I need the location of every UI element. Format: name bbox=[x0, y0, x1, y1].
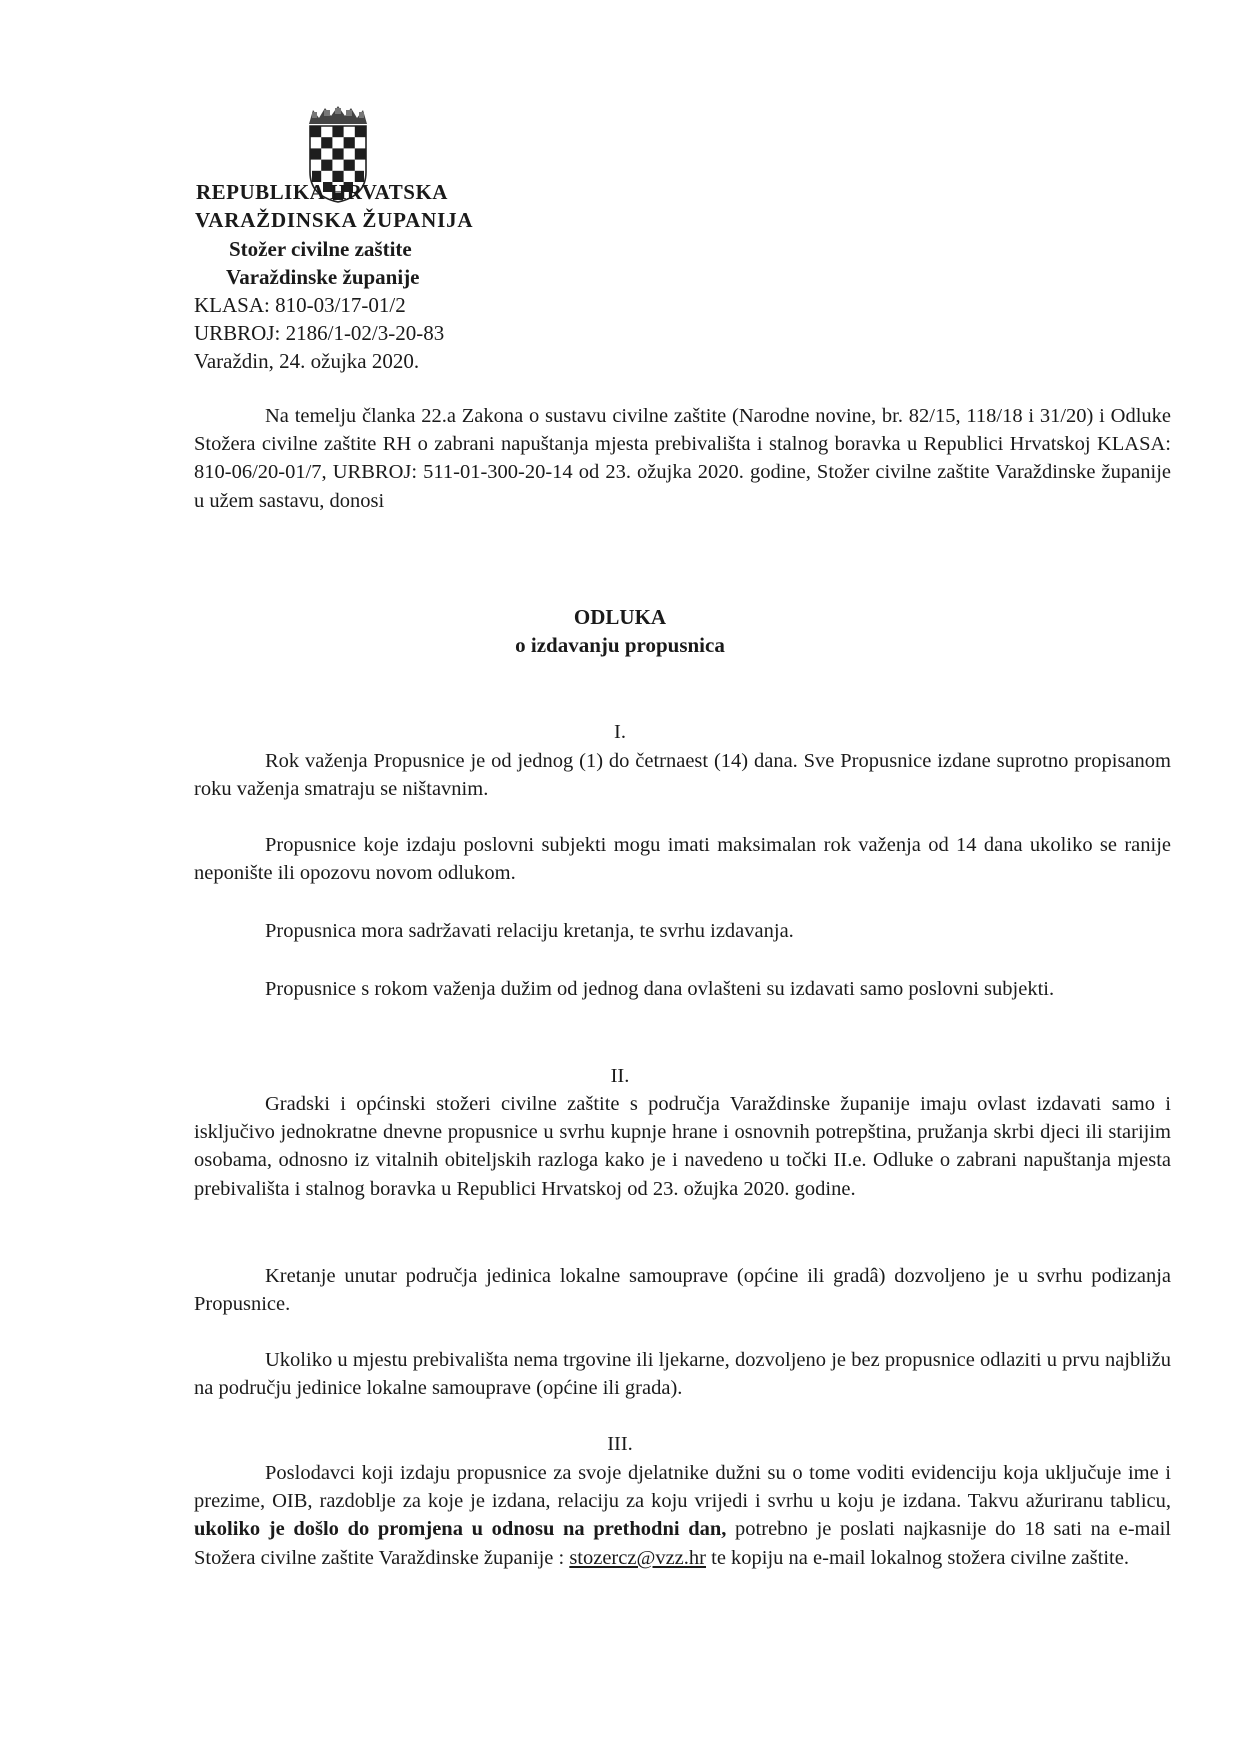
country-name: REPUBLIKA HRVATSKA bbox=[196, 180, 448, 204]
section3-text-c: te kopiju na e-mail lokalnog stožera civilne zaštite. bbox=[706, 1546, 1129, 1569]
section3-text-a: Poslodavci koji izdaju propusnice za svoje djelatnike dužni su o tome voditi evidenciju koja uključuje ime i prezime, OIB, razdoblje za koje je izdana, relaciju za koju vrijedi i svrhu u koju je izdana. Takvu ažuriranu tablicu, bbox=[194, 1462, 1171, 1513]
section2-paragraph1: Gradski i općinski stožeri civilne zaštite s područja Varaždinske županije imaju ovlast izdavati samo i isključivo jednokratne dnevne propusnice u svrhu kupnje hrane i osnovnih potrepština, pružanja skrbi djeci ili starijim osobama, odnosno iz vitalnih obiteljskih razloga kako je i navedeno u točki II.e. Odluke o zabrani napuštanja mjesta prebivališta i stalnog boravka u Republici Hrvatskoj od 23. ožujka 2020. godine. bbox=[194, 1093, 1171, 1200]
email-link[interactable]: stozercz@vzz.hr bbox=[569, 1546, 706, 1569]
section2-paragraph2: Kretanje unutar područja jedinica lokalne samouprave (općine ili gradâ) dozvoljeno je u svrhu podizanja Propusnice. bbox=[194, 1265, 1171, 1316]
place-and-date: Varaždin, 24. ožujka 2020. bbox=[194, 349, 420, 373]
section-number-2: II. bbox=[610, 1065, 630, 1087]
section3-paragraph1 bbox=[194, 1459, 1171, 1572]
section3-emphasis: ukoliko je došlo do promjena u odnosu na prethodni dan, bbox=[194, 1518, 727, 1541]
section1-paragraph1: Rok važenja Propusnice je od jednog (1) do četrnaest (14) dana. Sve Propusnice izdane suprotno propisanom roku važenja smatraju se ništavnim. bbox=[194, 750, 1171, 801]
preamble-paragraph: Na temelju članka 22.a Zakona o sustavu civilne zaštite (Narodne novine, br. 82/15, 118/18 i 31/20) i Odluke Stožera civilne zaštite RH o zabrani napuštanja mjesta prebivališta i stalnog boravka u Republici Hrvatskoj KLASA: 810-06/20-01/7, URBROJ: 511-01-300-20-14 od 23. ožujka 2020. godine, Stožer civilne zaštite Varaždinske županije u užem sastavu, donosi bbox=[194, 405, 1171, 512]
section3-text-b: potrebno je poslati najkasnije do 18 sati na e-mail Stožera civilne zaštite Varaždinske županije : bbox=[194, 1518, 1171, 1569]
section-number-1: I. bbox=[614, 721, 626, 743]
section1-paragraph2: Propusnice koje izdaju poslovni subjekti mogu imati maksimalan rok važenja od 14 dana ukoliko se ranije neponište ili opozovu novom odlukom. bbox=[194, 834, 1171, 885]
county-name: VARAŽDINSKA ŽUPANIJA bbox=[195, 208, 474, 232]
urbroj-reference: URBROJ: 2186/1-02/3-20-83 bbox=[194, 321, 445, 345]
decision-subtitle: o izdavanju propusnica bbox=[515, 633, 725, 657]
section1-paragraph4: Propusnice s rokom važenja dužim od jednog dana ovlašteni su izdavati samo poslovni subjekti. bbox=[265, 978, 1055, 1000]
issuing-body-line1: Stožer civilne zaštite bbox=[229, 237, 412, 261]
section1-paragraph3: Propusnica mora sadržavati relaciju kretanja, te svrhu izdavanja. bbox=[265, 920, 794, 942]
decision-title: ODLUKA bbox=[573, 605, 667, 629]
issuing-body-line2: Varaždinske županije bbox=[226, 265, 420, 289]
section-number-3: III. bbox=[607, 1433, 633, 1455]
klasa-reference: KLASA: 810-03/17-01/2 bbox=[194, 293, 406, 317]
section2-paragraph3: Ukoliko u mjestu prebivališta nema trgovine ili ljekarne, dozvoljeno je bez propusnice odlaziti u prvu najbližu na području jedinice lokalne samouprave (općine ili grada). bbox=[194, 1349, 1171, 1400]
